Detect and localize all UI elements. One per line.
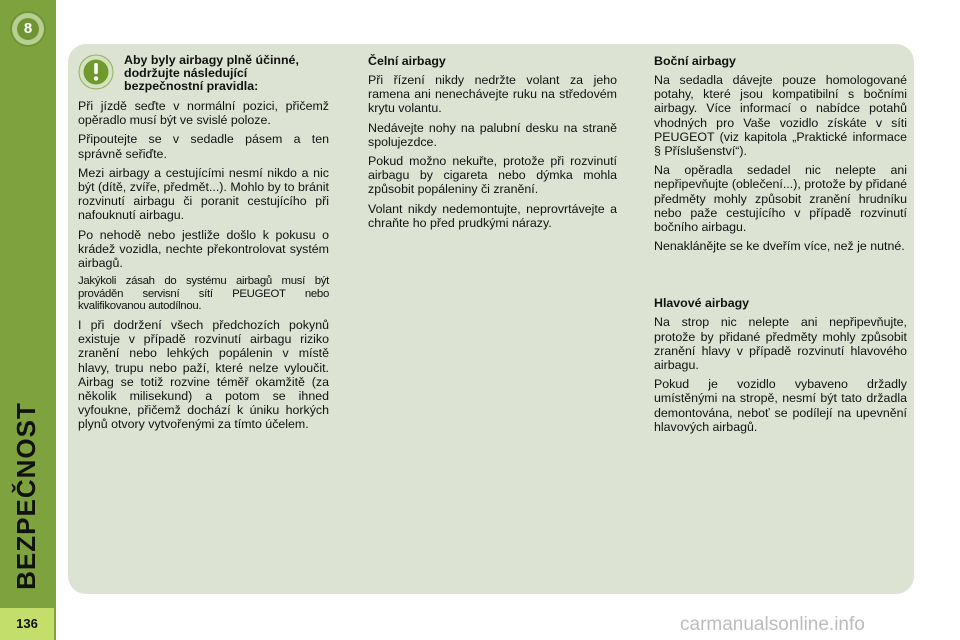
heading-head-airbags: Hlavové airbagy xyxy=(654,296,750,311)
page-number: 136 xyxy=(0,608,54,640)
warning-block xyxy=(78,54,329,93)
paragraph: Pokud možno nekuřte, protože při rozvinutí airbagu by cigareta nebo dýmka mohla způsobit popáleniny či zranění. xyxy=(368,154,617,197)
paragraph: Na opěradla sedadel nic nelepte ani nepřipevňujte (oblečení...), protože by přidané předměty mohly způsobit zranění hrudníku nebo paže cestujícího v případě rozvinutí bočního airbagu. xyxy=(654,163,907,235)
paragraph: I při dodržení všech předchozích pokynů existuje v případě rozvinutí airbagu riziko zranění nebo lehkých popálenin v místě hlavy, trupu nebo paží, které nelze vyloučit. Airbag se totiž rozvine téměř okamžitě (za několik milisekund) a potom se ihned vyfoukne, přičemž dochází k úniku horkých plynů otvory vytvořenými za tímto účelem. xyxy=(78,318,329,432)
watermark: carmanualsonline.info xyxy=(680,614,865,635)
heading-front-airbags: Čelní airbagy xyxy=(368,54,446,68)
paragraph: Volant nikdy nedemontujte, neprovrtávejte a chraňte ho před prudkými nárazy. xyxy=(368,201,617,230)
paragraph: Nenaklánějte se ke dveřím více, než je nutné. xyxy=(654,239,905,254)
heading-side-airbags: Boční airbagy xyxy=(654,54,736,68)
warning-title: Aby byly airbagy plně účinné, dodržujte následující bezpečnostní pravidla: xyxy=(124,53,299,93)
paragraph: Nedávejte nohy na palubní desku na straně spolujezdce. xyxy=(368,120,617,149)
paragraph: Na sedadla dávejte pouze homologované potahy, které jsou kompatibilní s bočními airbagy. Více informací o nabídce potahů vhodných pro Vaše vozidlo získáte v síti PEUGEOT (viz kapitola „Praktické informace § Příslušenství“). xyxy=(654,73,907,159)
column-side-head-airbags xyxy=(654,54,907,439)
spacer xyxy=(654,258,907,296)
paragraph: Po nehodě nebo jestliže došlo k pokusu o krádež vozidla, nechte překontrolovat systém airbagů. xyxy=(78,227,329,271)
paragraph: Při jízdě seďte v normální pozici, přičemž opěradlo musí být ve svislé poloze. xyxy=(78,99,329,128)
section-title: BEZPEČNOST xyxy=(11,402,41,590)
column-front-airbags xyxy=(368,54,617,235)
column-safety-rules xyxy=(78,54,329,437)
paragraph-service-note: Jakýkoli zásah do systému airbagů musí být prováděn servisní sítí PEUGEOT nebo kvalifikovanou autodílnou. xyxy=(78,275,329,313)
chapter-number: 8 xyxy=(17,18,39,40)
paragraph: Při řízení nikdy nedržte volant za jeho ramena ani nenechávejte ruku na středovém krytu volantu. xyxy=(368,73,617,116)
warning-icon xyxy=(78,54,114,90)
paragraph: Připoutejte se v sedadle pásem a ten správně seřiďte. xyxy=(78,132,329,161)
paragraph: Mezi airbagy a cestujícími nesmí nikdo a nic být (dítě, zvíře, předmět...). Mohlo by to bránit rozvinutí airbagu či poranit cestujícího při nafouknutí airbagu. xyxy=(78,165,329,223)
sidebar xyxy=(0,0,56,640)
paragraph: Na strop nic nelepte ani nepřipevňujte, protože by přidané předměty mohly způsobit zranění hlavy v případě rozvinutí hlavového airbagu. xyxy=(654,315,907,373)
chapter-badge xyxy=(12,13,44,45)
paragraph: Pokud je vozidlo vybaveno držadly umístěnými na stropě, nesmí být tato držadla demontována, neboť se podílejí na upevnění hlavových airbagů. xyxy=(654,377,907,434)
